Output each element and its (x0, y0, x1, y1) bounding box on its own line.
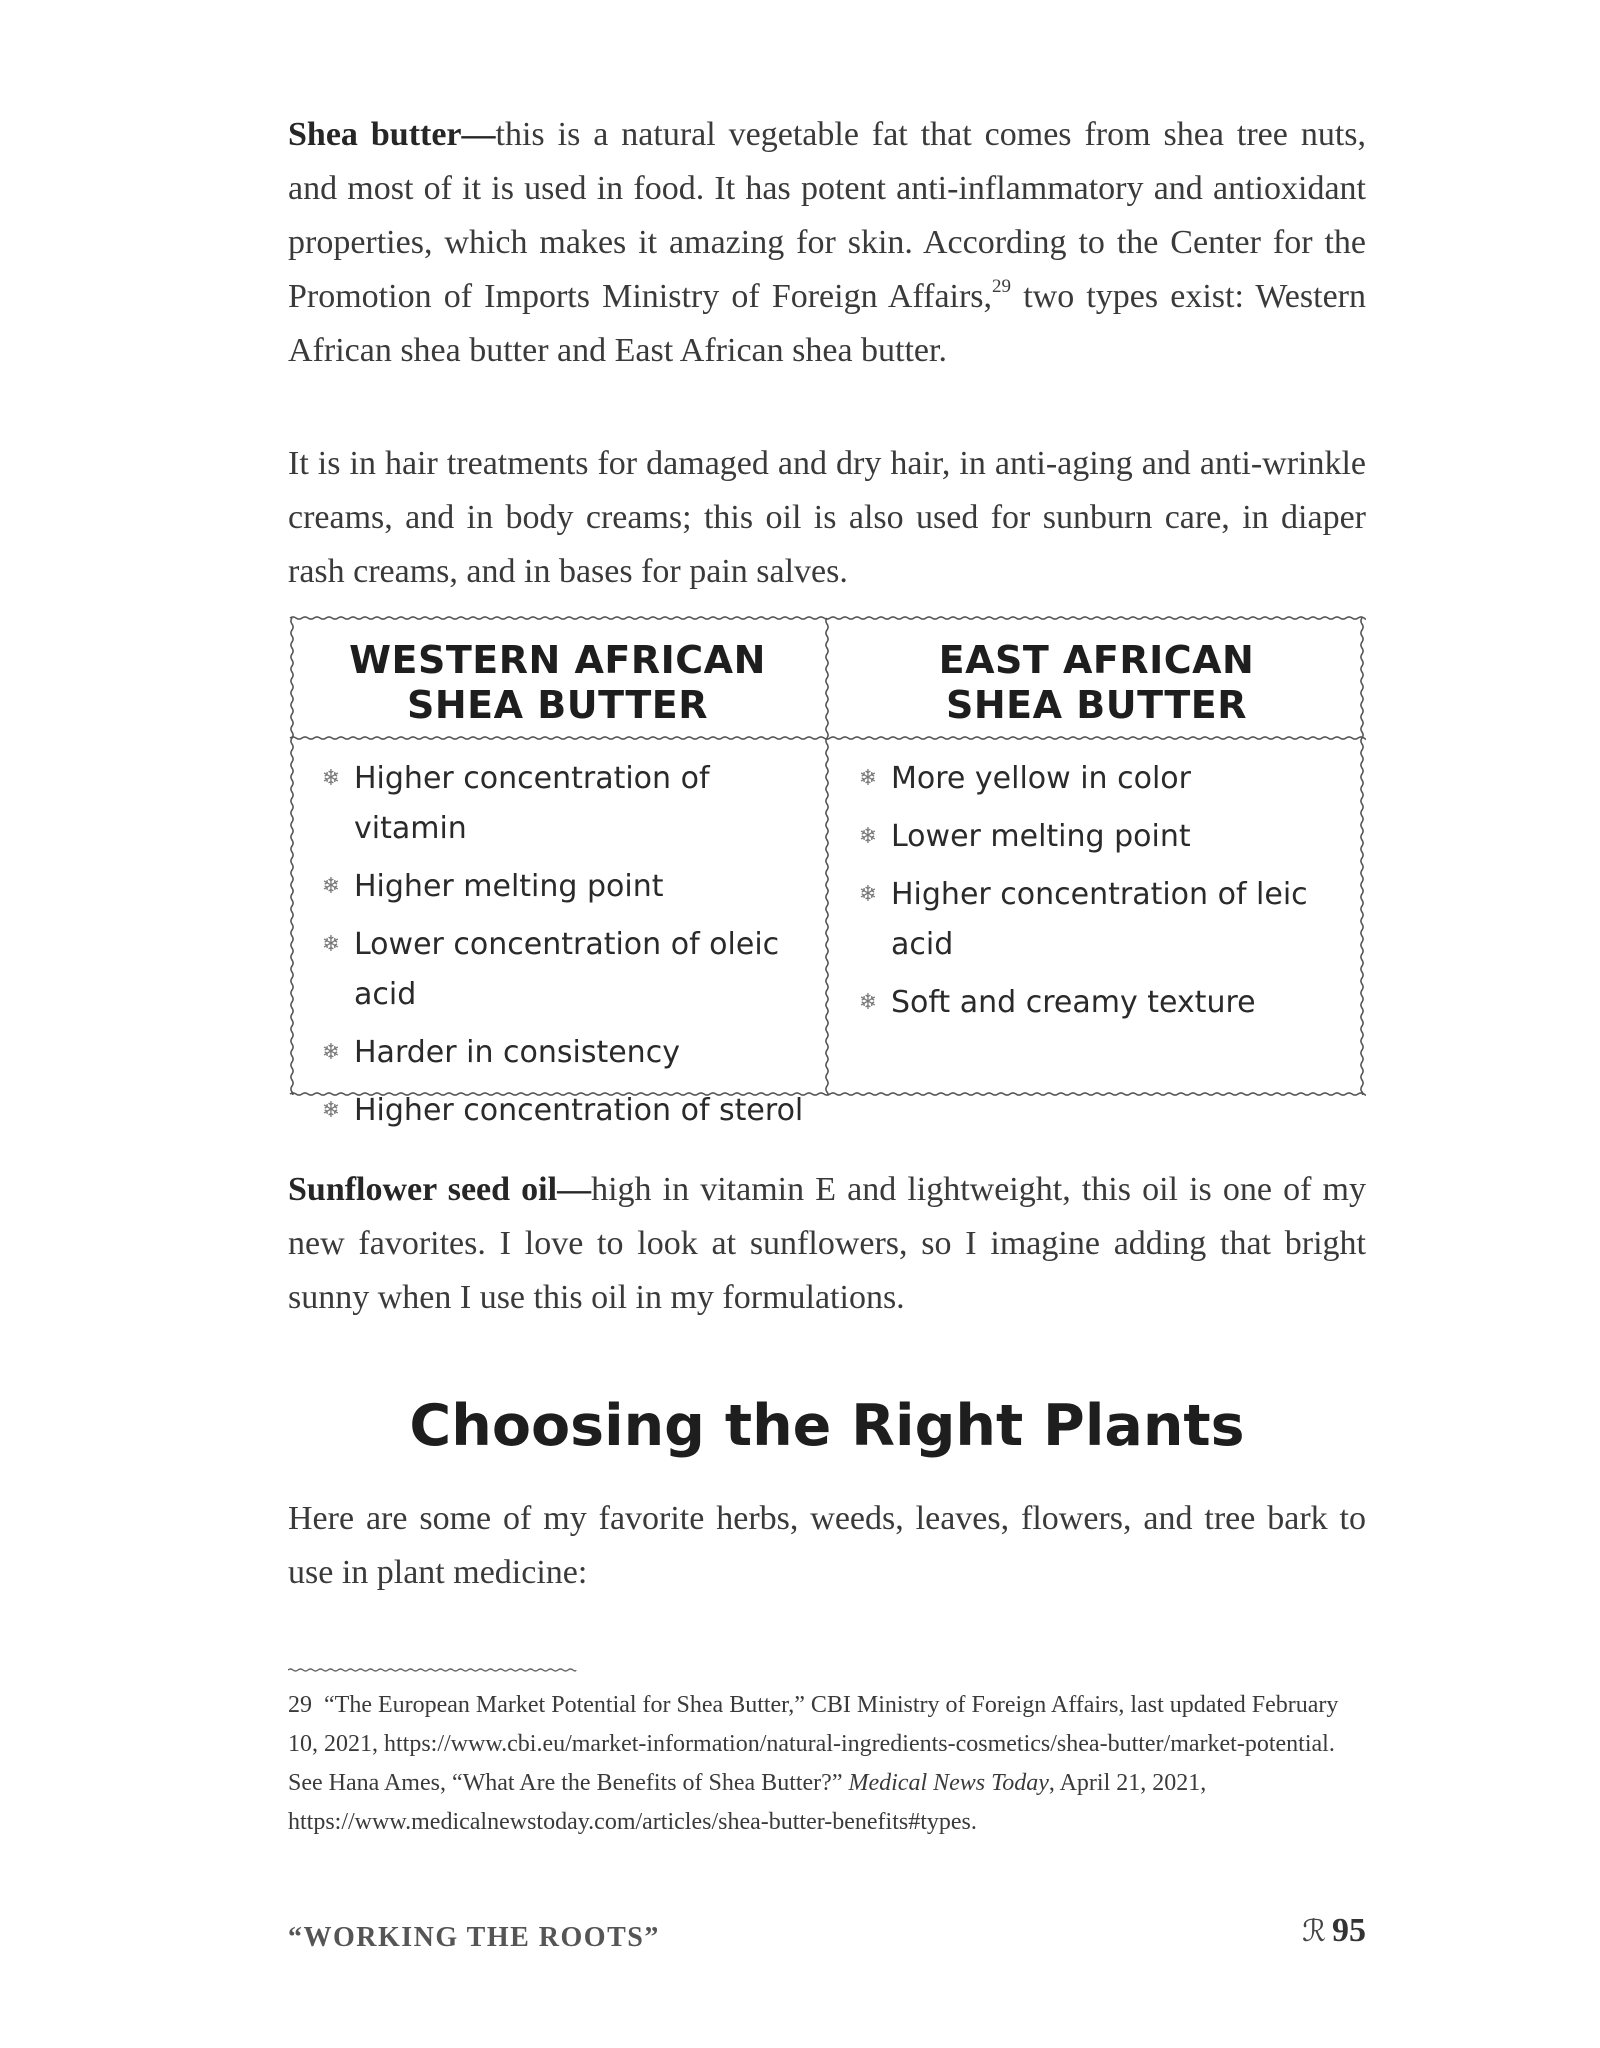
footnote (288, 1686, 1368, 1842)
section-heading: Choosing the Right Plants (409, 1393, 1245, 1459)
snowflake-bullet-icon: ❄ (321, 766, 341, 791)
footnote-text-continued: , April 21, 2021, https://www.medicalnewstoday.com/articles/shea-butter-benefits#types. (288, 1770, 1207, 1835)
western-african-header (288, 638, 827, 728)
shea-butter-paragraph (288, 108, 1366, 378)
list-item: ❄ Higher concentration of leic acid (853, 870, 1353, 970)
snowflake-bullet-icon: ❄ (858, 824, 878, 849)
snowflake-bullet-icon: ❄ (858, 766, 878, 791)
list-item: ❄ Harder in consistency (316, 1028, 816, 1078)
running-head: “WORKING THE ROOTS” (288, 1922, 660, 1953)
list-item: ❄ Lower concentration of oleic acid (316, 920, 816, 1020)
page-folio (1302, 1912, 1366, 1950)
list-item: ❄ Higher melting point (316, 862, 816, 912)
sunflower-text: high in vitamin E and lightweight, this oil is one of my new favorites. I love to look at sunflowers, so I imagine adding that bright sunny when I use this oil in my formulations. (288, 1171, 1366, 1316)
fleuron-icon: ℛ (1302, 1915, 1326, 1948)
east-african-header (827, 638, 1366, 728)
footnote-divider (288, 1664, 578, 1676)
snowflake-bullet-icon: ❄ (858, 882, 878, 907)
snowflake-bullet-icon: ❄ (858, 990, 878, 1015)
section-intro: Here are some of my favorite herbs, weeds, leaves, flowers, and tree bark to use in plant medicine: (288, 1500, 1366, 1591)
western-african-list (316, 754, 816, 1144)
sunflower-dash: — (557, 1171, 592, 1208)
sunflower-paragraph (288, 1163, 1366, 1325)
sunflower-term: Sunflower seed oil (288, 1171, 558, 1208)
snowflake-bullet-icon: ❄ (321, 1040, 341, 1065)
footnote-text: “The European Market Potential for Shea Butter,” CBI Ministry of Foreign Affairs, last updated February 10, 2021, https://www.cbi.eu/market-information/natural-ingredients-cosmetics/shea-butter/market-potential. See Hana Ames, “What Are the Benefits of Shea Butter?” (288, 1692, 1339, 1796)
footnote-reference[interactable]: 29 (992, 276, 1012, 297)
footnote-source: Medical News Today (848, 1770, 1049, 1796)
shea-uses-paragraph: It is in hair treatments for damaged and dry hair, in anti-aging and anti-wrinkle creams, and in body creams; this oil is also used for sunburn care, in diaper rash creams, and in bases for pain salves. (288, 445, 1366, 590)
shea-butter-dash: — (461, 116, 496, 153)
footnote-number: 29 (288, 1692, 312, 1718)
shea-butter-text-continued: two types exist: Western African shea butter and East African shea butter. (288, 278, 1366, 369)
shea-butter-term: Shea butter (288, 116, 462, 153)
list-item: ❄ Lower melting point (853, 812, 1353, 862)
page-number: 95 (1332, 1912, 1366, 1949)
table-border-top (290, 617, 1366, 619)
snowflake-bullet-icon: ❄ (321, 874, 341, 899)
list-item: ❄ More yellow in color (853, 754, 1353, 804)
east-header-line2: SHEA BUTTER (945, 683, 1248, 727)
western-header-line2: SHEA BUTTER (406, 683, 709, 727)
snowflake-bullet-icon: ❄ (321, 1098, 341, 1123)
east-header-line1: EAST AFRICAN (938, 638, 1255, 682)
east-african-list (853, 754, 1353, 1036)
western-header-line1: WESTERN AFRICAN (349, 638, 766, 682)
list-item: ❄ Soft and creamy texture (853, 978, 1353, 1028)
shea-butter-text: this is a natural vegetable fat that comes from shea tree nuts, and most of it is used in food. It has potent anti-inflammatory and antioxidant properties, which makes it amazing for skin. According to the Center for the Promotion of Imports Ministry of Foreign Affairs, (288, 116, 1366, 315)
list-item: ❄ Higher concentration of sterol (316, 1086, 816, 1136)
list-item: ❄ Higher concentration of vitamin (316, 754, 816, 854)
shea-comparison-table (288, 614, 1366, 1128)
snowflake-bullet-icon: ❄ (321, 932, 341, 957)
